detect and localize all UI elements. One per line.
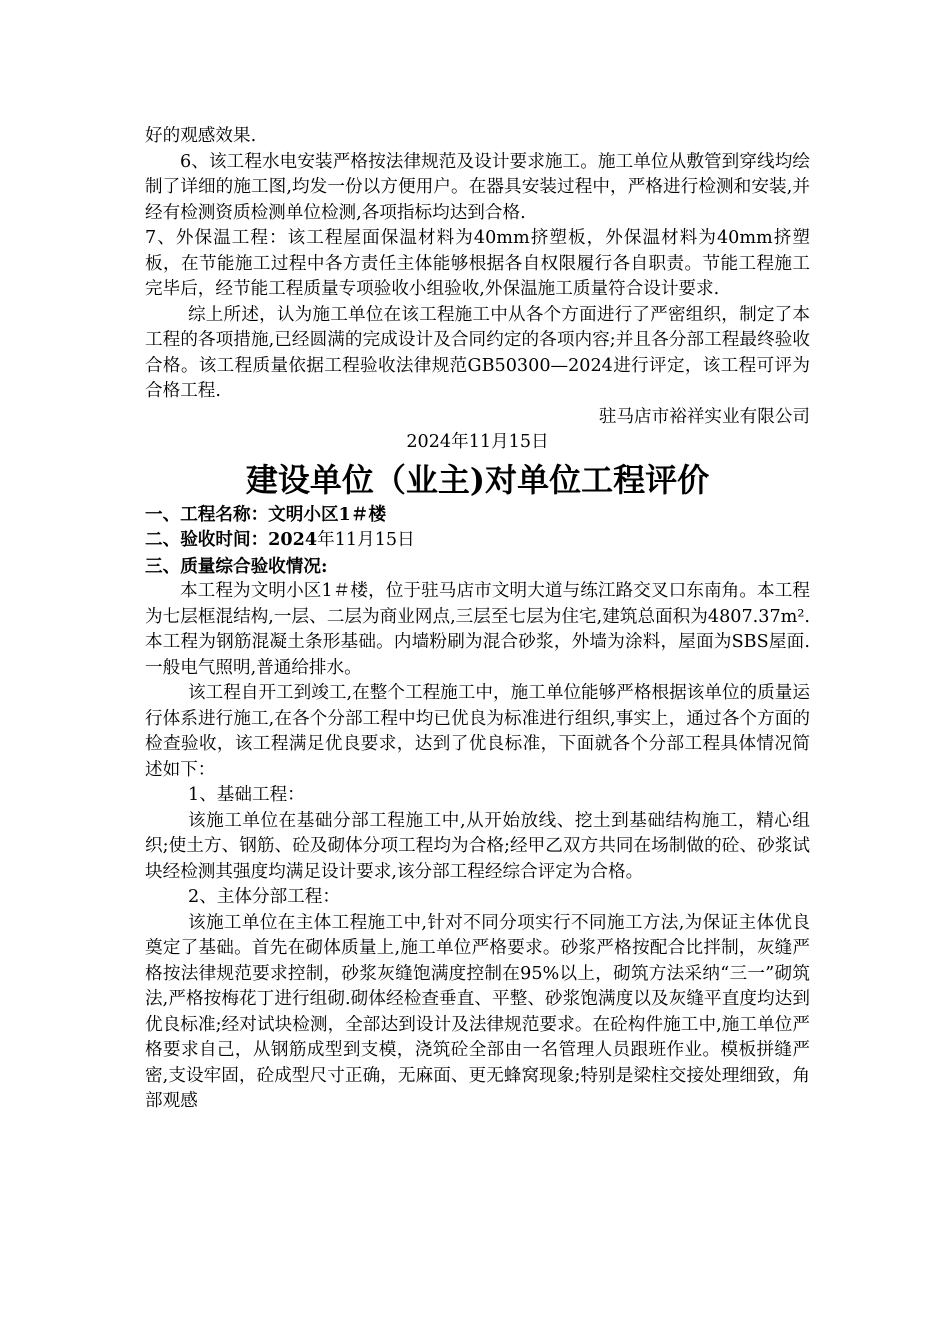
paragraph: 该工程自开工到竣工,在整个工程施工中，施工单位能够严格根据该单位的质量运行体系进行施工,在各个分部工程中均已优良为标准进行组织,事实上，通过各个方面的检查验收，该工程满足优良要求，达到了优良标准，下面就各个分部工程具体情况简述如下：: [145, 683, 810, 780]
section-heading: 1、基础工程：: [188, 785, 305, 805]
paragraph: 6、该工程水电安装严格按法律规范及设计要求施工。施工单位从敷管到穿线均绘制了详细的施工图,均发一份以方便用户。在器具安装过程中，严格进行检测和安装,并经有检测资质检测单位检测,各项指标均达到合格.: [145, 151, 810, 223]
document-content: [145, 124, 810, 1115]
document-title: 建设单位（业主)对单位工程评价: [245, 460, 710, 499]
acceptance-time-label: 二、验收时间：2024: [145, 529, 318, 550]
signature-date: 2024年11月15日: [406, 432, 549, 452]
acceptance-time-value: 年11月15日: [317, 530, 415, 550]
paragraph: 综上所述，认为施工单位在该工程施工中从各个方面进行了严密组织，制定了本工程的各项措施,已经圆满的完成设计及合同约定的各项内容;并且各分部工程最终验收合格。该工程质量依据工程验收法律规范GB50300—2024进行评定，该工程可评为合格工程.: [145, 304, 810, 401]
paragraph: 7、外保温工程：该工程屋面保温材料为40mm挤塑板，外保温材料为40mm挤塑板，在节能施工过程中各方责任主体能够根据各自权限履行各自职责。节能工程施工完毕后，经节能工程质量专项验收小组验收,外保温施工质量符合设计要求.: [145, 228, 810, 299]
paragraph: 本工程为文明小区1＃楼，位于驻马店市文明大道与练江路交叉口东南角。本工程为七层框混结构,一层、二层为商业网点,三层至七层为住宅,建筑总面积为4807.37m².本工程为钢筋混凝土条形基础。内墙粉刷为混合砂浆，外墙为涂料，屋面为SBS屋面.一般电气照明,普通给排水。: [145, 581, 810, 678]
acceptance-time-heading: [145, 527, 810, 554]
paragraph: 该施工单位在主体工程施工中,针对不同分项实行不同施工方法,为保证主体优良奠定了基础。首先在砌体质量上,施工单位严格要求。砂浆严格按配合比拌制，灰缝严格按法律规范要求控制，砂浆灰缝饱满度控制在95%以上，砌筑方法采纳“三一”砌筑法,严格按梅花丁进行组砌.砌体经检查垂直、平整、砂浆饱满度以及灰缝平直度均达到优良标准;经对试块检测，全部达到设计及法律规范要求。在砼构件施工中,施工单位严格要求自己，从钢筋成型到支模，浇筑砼全部由一名管理人员跟班作业。模板拼缝严密,支设牢固，砼成型尺寸正确，无麻面、更无蜂窝现象;特别是梁柱交接处理细致，角部观感: [145, 912, 810, 1111]
paragraph: 好的观感效果.: [145, 126, 257, 146]
company-signature: 驻马店市裕祥实业有限公司: [598, 406, 810, 427]
quality-heading: 三、质量综合验收情况:: [145, 555, 328, 577]
project-name-heading: 一、工程名称：文明小区1＃楼: [145, 503, 386, 525]
paragraph: 该施工单位在基础分部工程施工中,从开始放线、挖土到基础结构施工，精心组织;使土方、钢筋、砼及砌体分项工程均为合格;经甲乙双方共同在场制做的砼、砂浆试块经检测其强度均满足设计要求,该分部工程经综合评定为合格。: [145, 810, 810, 882]
section-heading: 2、主体分部工程：: [188, 887, 340, 907]
